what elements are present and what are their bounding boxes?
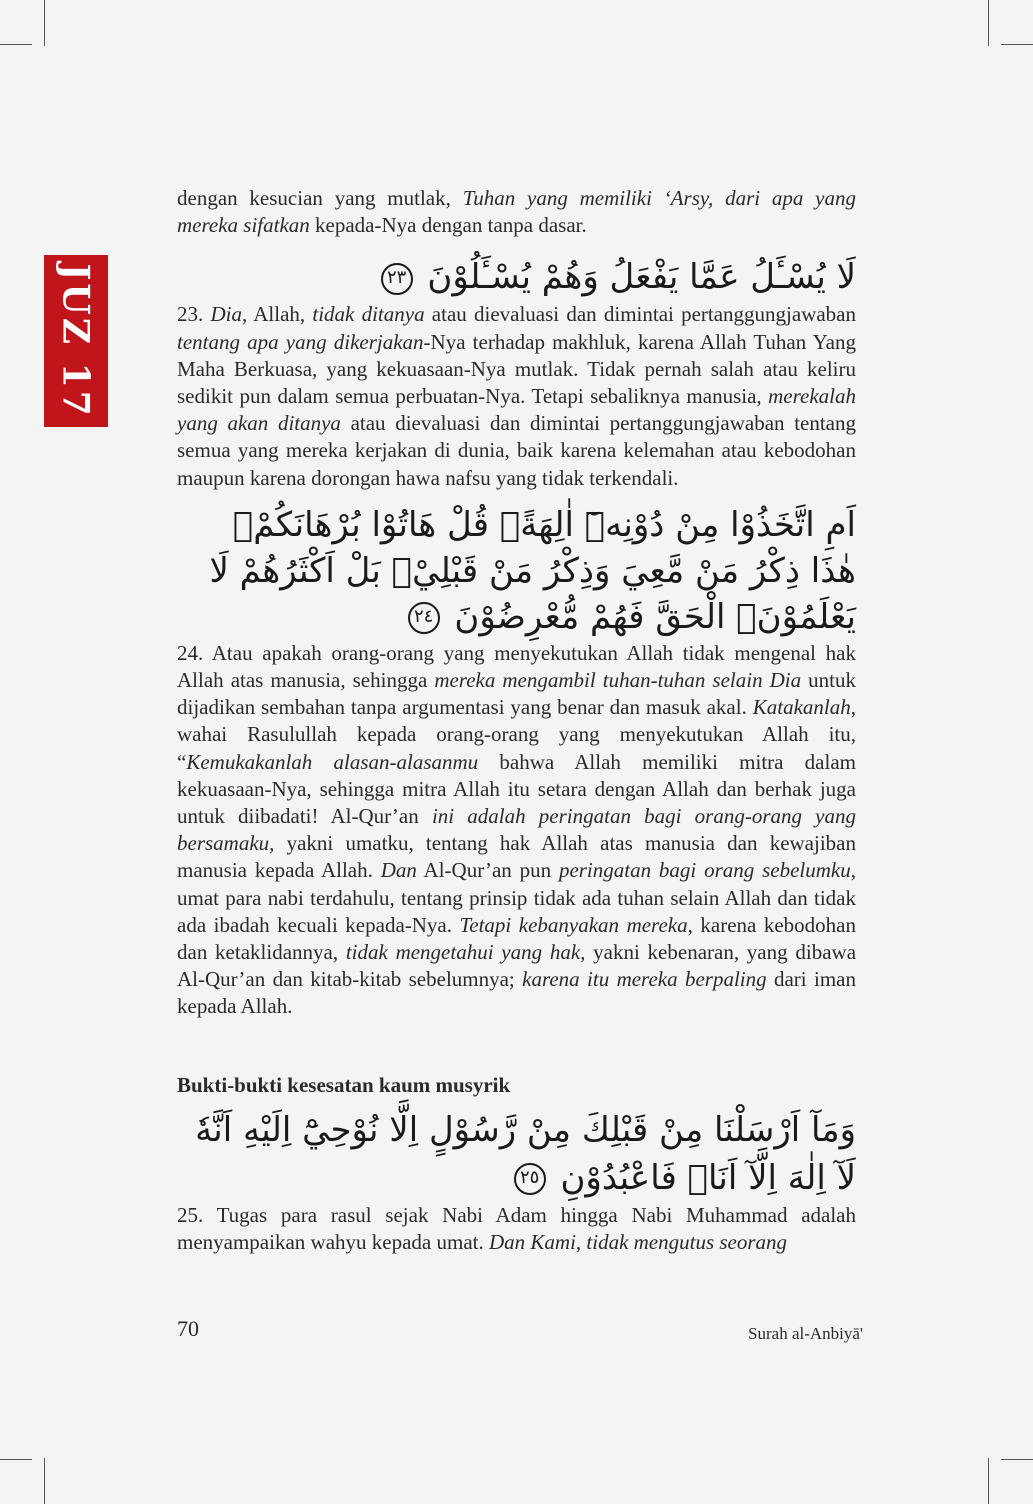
text-run: 23.	[177, 302, 211, 327]
crop-mark	[0, 1459, 32, 1460]
italic-run: Dan	[380, 858, 417, 883]
text-run: 25. Tugas para rasul sejak Nabi Adam hingga Nabi Muhammad adalah menyampaikan wahyu kepada umat.	[177, 1202, 856, 1254]
paragraph-24	[177, 640, 856, 1021]
ayah-number-marker: ٢٥	[514, 1163, 546, 1195]
page-content	[177, 185, 856, 1256]
arabic-verse-25	[177, 1106, 856, 1202]
text-run: dari iman kepada Allah.	[177, 967, 856, 1019]
ayah-number-marker: ٢٣	[381, 263, 413, 295]
italic-run: tidak ditanya	[312, 302, 425, 327]
text-run: , Allah,	[241, 302, 313, 327]
text-run: yakni kebenaran, yang dibawa Al-Qur’an dan kitab-kitab sebelumnya;	[177, 940, 857, 992]
page-number: 70	[177, 1316, 199, 1341]
text-run: , umat para nabi terdahulu, tentang prinsip tidak ada tuhan selain Allah dan tidak ada ibadah kecuali kepada-Nya.	[177, 858, 856, 937]
text-run: Nya terhadap makhluk, karena Allah Tuhan Yang Maha Berkuasa, yang kekuasaan-Nya mutlak. Tidak pernah salah atau keliru sedikit pun dalam semua perbuatan-Nya. Tetapi sebaliknya manusia,	[177, 329, 857, 409]
italic-run: ini adalah peringatan bagi orang-orang yang bersamaku,	[177, 804, 856, 856]
arabic-text: لَا يُسْـَٔلُ عَمَّا يَفْعَلُ وَهُمْ يُسْـَٔلُوْنَ	[427, 257, 856, 298]
text-run: kepada-Nya dengan tanpa dasar.	[309, 213, 587, 238]
text-run: 24. Atau apakah orang-orang yang menyekutukan Allah tidak mengenal hak Allah atas manusia, sehingga	[177, 640, 856, 693]
text-run: , wahai Rasulullah kepada orang-orang yang menyekutukan Allah itu, “	[177, 695, 856, 774]
italic-run: Dan Kami, tidak mengutus seorang	[488, 1229, 788, 1254]
arabic-verse-23	[177, 253, 856, 301]
paragraph-25	[177, 1202, 856, 1256]
italic-run: Tetapi kebanyakan mereka	[459, 912, 688, 937]
italic-run: Tuhan yang memiliki ‘Arsy, dari apa yang mereka sifatkan	[177, 186, 856, 238]
ayah-number-marker: ٢٤	[408, 602, 440, 634]
juz-tab	[44, 255, 108, 427]
paragraph-23	[177, 301, 856, 491]
arabic-text: اَمِ اتَّخَذُوْا مِنْ دُوْنِهٖٓ اٰلِهَةًۗ قُلْ هَاتُوْا بُرْهَانَكُمْۚ هٰذَا ذِكْرُ مَنْ مَّعِيَ وَذِكْرُ مَنْ قَبْلِيْۗ بَلْ اَكْثَرُهُمْ لَا يَعْلَمُوْنَۙ الْحَقَّ فَهُمْ مُّعْرِضُوْنَ	[209, 504, 856, 637]
arabic-text: وَمَآ اَرْسَلْنَا مِنْ قَبْلِكَ مِنْ رَّسُوْلٍ اِلَّا نُوْحِيْٓ اِلَيْهِ اَنَّهٗ لَآ اِلٰهَ اِلَّآ اَنَا۠ فَاعْبُدُوْنِ	[195, 1109, 856, 1198]
italic-run: mereka mengambil tuhan-tuhan selain Dia	[434, 668, 802, 693]
text-run: Al-Qur’an pun	[416, 858, 559, 883]
crop-mark	[1001, 44, 1033, 45]
text-run: atau dievaluasi dan dimintai pertanggungjawaban tentang semua yang mereka kerjakan di dunia, baik karena kelemahan atau kebodohan maupun karena dorongan hawa nafsu yang tidak terkendali.	[177, 411, 856, 490]
italic-run: Dia	[210, 302, 242, 327]
italic-run: peringatan bagi orang sebelumku	[558, 858, 851, 883]
crop-mark	[44, 0, 45, 46]
arabic-verse-24	[177, 502, 856, 640]
italic-run: karena itu mereka berpaling	[522, 967, 767, 992]
crop-mark	[0, 44, 32, 45]
text-run: dengan kesucian yang mutlak,	[177, 186, 463, 210]
text-run: atau dievaluasi dan dimintai pertanggungjawaban	[424, 302, 857, 327]
crop-mark	[44, 1458, 45, 1504]
italic-run: Kemukakanlah alasan-alasanmu	[186, 749, 479, 774]
paragraph-intro	[177, 185, 856, 239]
italic-run: tidak mengetahui yang hak,	[345, 940, 586, 965]
crop-mark	[1001, 1459, 1033, 1460]
text-run: untuk dijadikan sembahan tanpa argumentasi yang benar dan masuk akal.	[177, 668, 857, 720]
section-heading: Bukti-bukti kesesatan kaum musyrik	[177, 1072, 511, 1097]
italic-run: merekalah yang akan ditanya	[177, 384, 856, 436]
text-run: bahwa Allah memiliki mitra dalam kekuasaan-Nya, sehingga mitra Allah itu setara dengan Allah dan berhak juga untuk diibadati! Al-Qur’an	[177, 749, 856, 829]
italic-run: Katakanlah	[752, 695, 851, 720]
italic-run: tentang apa yang dikerjakan-	[177, 329, 431, 354]
crop-mark	[988, 1458, 989, 1504]
running-footer-surah: Surah al-Anbiyā'	[748, 1324, 863, 1343]
text-run: yakni umatku, tentang hak Allah atas manusia dan kewajiban manusia kepada Allah.	[177, 831, 856, 883]
crop-mark	[988, 0, 989, 46]
juz-label: JUZ 17	[55, 263, 97, 419]
text-run: , karena kebodohan dan ketaklidannya,	[177, 912, 856, 965]
